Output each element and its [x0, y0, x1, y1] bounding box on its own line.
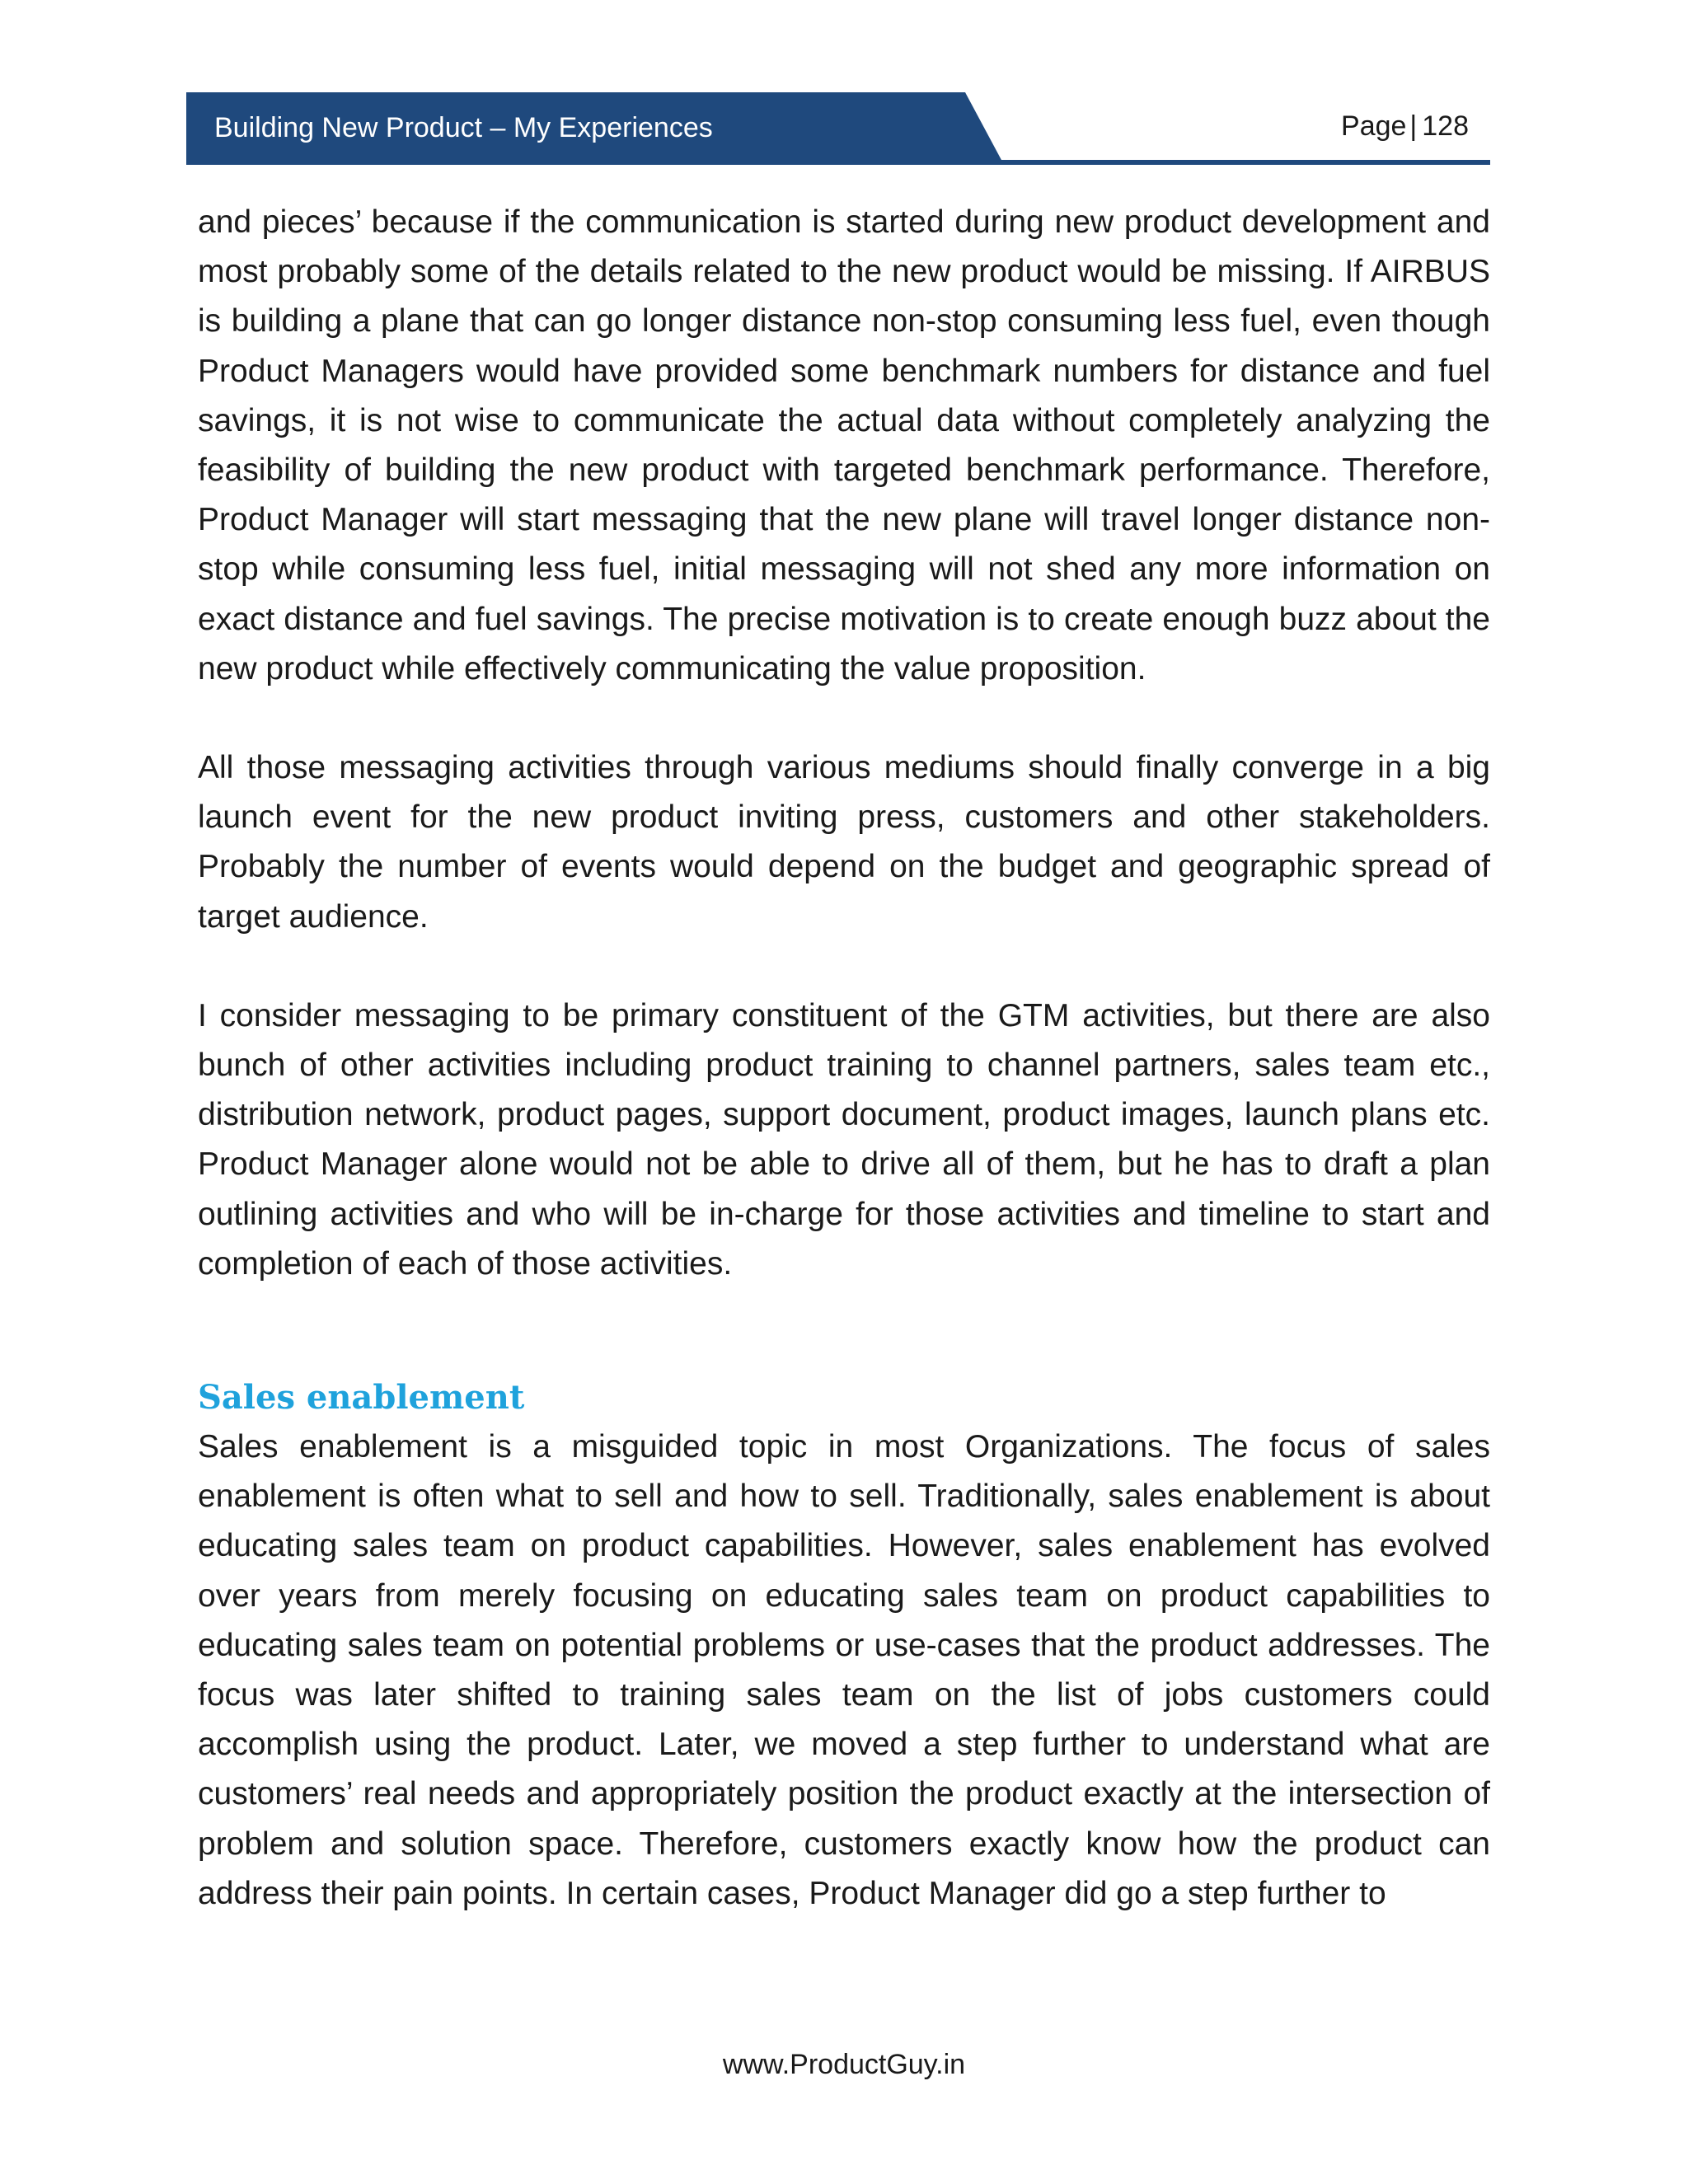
body-content	[198, 198, 1490, 1919]
page-header	[186, 92, 1490, 166]
section-heading: Sales enablement	[198, 1378, 525, 1418]
page-number-value: 128	[1422, 110, 1469, 142]
paragraph-2: All those messaging activities through various mediums should finally converge in a big launch event for the new product inviting press, customers and other stakeholders. Probably the number of events would depend on the budget and geographic spread of target audience.	[198, 750, 1490, 935]
page-footer	[0, 2049, 1688, 2081]
footer-website: www.ProductGuy.in	[722, 2049, 966, 2080]
paragraph-3: I consider messaging to be primary constituent of the GTM activities, but there are also bunch of other activities including product training to channel partners, sales team etc., distribution network, product pages, support document, product images, launch plans etc. Product Manager alone would not be able to drive all of them, but he has to draft a plan outlining activities and who will be in-charge for those activities and timeline to start and completion of each of those activities.	[198, 997, 1490, 1282]
header-rule	[186, 160, 1490, 165]
page-number	[1341, 110, 1469, 143]
header-title: Building New Product – My Experiences	[214, 112, 713, 143]
paragraph-1: and pieces’ because if the communication is started during new product development and most probably some of the details related to the new product would be missing. If AIRBUS is building a plane that can go longer distance non-stop consuming less fuel, even though Product Managers would have provided some benchmark numbers for distance and fuel savings, it is not wise to communicate the actual data without completely analyzing the feasibility of building the new product with targeted benchmark performance. Therefore, Product Manager will start messaging that the new plane will travel longer distance non-stop while consuming less fuel, initial messaging will not shed any more information on exact distance and fuel savings. The precise motivation is to create enough buzz about the new product while effectively communicating the value proposition.	[198, 204, 1490, 687]
section-paragraph: Sales enablement is a misguided topic in most Organizations. The focus of sales enablement is often what to sell and how to sell. Traditionally, sales enablement is about educating sales team on product capabilities. However, sales enablement has evolved over years from merely focusing on educating sales team on product capabilities to educating sales team on potential problems or use-cases that the product addresses. The focus was later shifted to training sales team on the list of jobs customers could accomplish using the product. Later, we moved a step further to understand what are customers’ real needs and appropriately position the product exactly at the intersection of problem and solution space. Therefore, customers exactly know how the product can address their pain points. In certain cases, Product Manager did go a step further to	[198, 1429, 1490, 1911]
page-separator: |	[1409, 110, 1418, 142]
page-label: Page	[1341, 110, 1407, 142]
